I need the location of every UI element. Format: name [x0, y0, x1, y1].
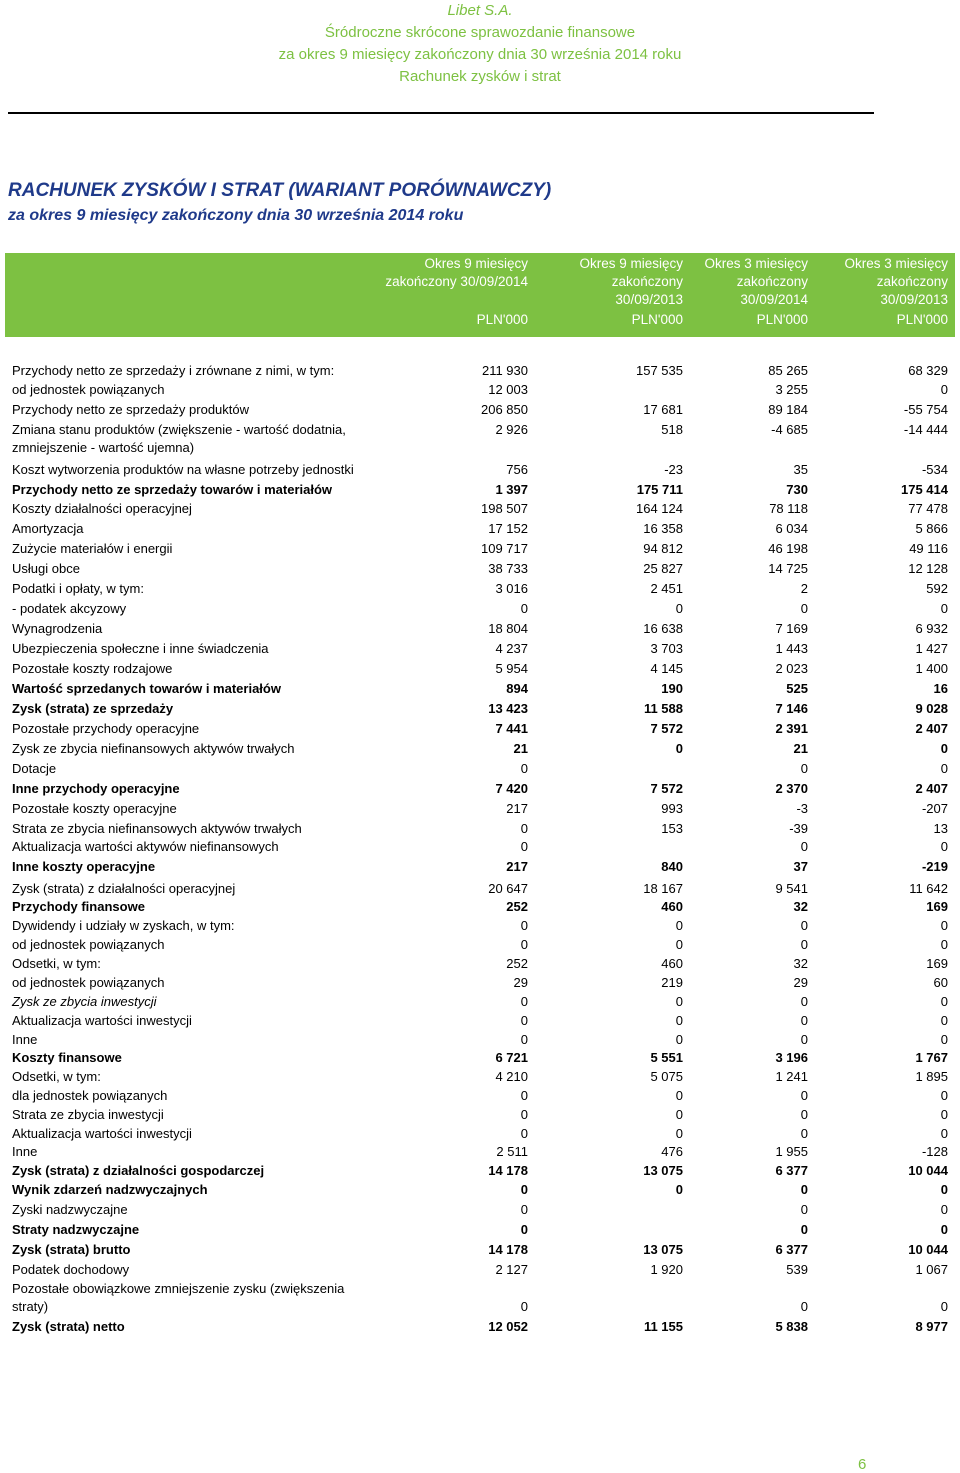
row-value-col3: 0 [800, 1202, 808, 1217]
row-value-col3: 6 377 [775, 1242, 808, 1257]
row-value-col2: 0 [675, 1182, 683, 1197]
row-value-col2: 25 827 [643, 561, 683, 576]
row-value-col2: 13 075 [643, 1242, 683, 1257]
row-label: Strata ze zbycia niefinansowych aktywów trwałych [12, 821, 302, 836]
row-value-col2: 0 [675, 1088, 683, 1103]
row-label: Inne [12, 1032, 38, 1047]
page-subtitle: za okres 9 miesięcy zakończony dnia 30 września 2014 roku [8, 207, 464, 224]
row-value-col4: -219 [921, 859, 948, 874]
row-value-col3: 6 034 [775, 521, 808, 536]
row-value-col2: 0 [675, 994, 683, 1009]
row-value-col4: 9 028 [915, 701, 948, 716]
row-label: Wynik zdarzeń nadzwyczajnych [12, 1182, 208, 1197]
row-value-col3: 7 169 [775, 621, 808, 636]
row-value-col2: 518 [661, 422, 683, 437]
row-value-col1: 0 [520, 821, 528, 836]
row-value-col4: 0 [940, 1032, 948, 1047]
row-value-col4: 12 128 [908, 561, 948, 576]
row-value-col2: 476 [661, 1144, 683, 1159]
column-header-line: zakończony [876, 274, 948, 289]
row-value-col4: 6 932 [915, 621, 948, 636]
row-value-col2: 18 167 [643, 881, 683, 896]
row-value-col3: 46 198 [768, 541, 808, 556]
row-label: Zysk (strata) brutto [12, 1242, 131, 1257]
row-label: Inne [12, 1144, 38, 1159]
row-value-col1: 13 423 [488, 701, 528, 716]
row-value-col3: 1 241 [775, 1069, 808, 1084]
row-label: Zysk ze zbycia niefinansowych aktywów trwałych [12, 741, 295, 756]
row-value-col4: 0 [940, 741, 948, 756]
column-header-line: Okres 9 miesięcy [579, 256, 683, 271]
row-value-col4: 5 866 [915, 521, 948, 536]
row-value-col4: 0 [940, 1299, 948, 1314]
row-label: Usługi obce [12, 561, 80, 576]
row-value-col3: 730 [786, 482, 808, 497]
row-value-col1: 0 [520, 1013, 528, 1028]
row-value-col4: 1 067 [915, 1262, 948, 1277]
row-value-col4: 1 427 [915, 641, 948, 656]
row-value-col1: 6 721 [495, 1050, 528, 1065]
row-value-col2: 17 681 [643, 402, 683, 417]
report-section: Rachunek zysków i strat [399, 68, 561, 85]
row-value-col3: 0 [800, 1182, 808, 1197]
row-value-col1: 12 003 [488, 382, 528, 397]
row-label: Aktualizacja wartości aktywów niefinansowych [12, 839, 279, 854]
row-label: Pozostałe koszty rodzajowe [12, 661, 173, 676]
row-value-col3: 0 [800, 601, 808, 616]
row-value-col3: 2 391 [775, 721, 808, 736]
row-value-col4: 11 642 [909, 881, 948, 896]
row-value-col1: 7 441 [495, 721, 528, 736]
row-value-col4: 1 767 [915, 1050, 948, 1065]
row-value-col4: 49 116 [909, 541, 948, 556]
row-value-col2: 16 638 [643, 621, 683, 636]
row-value-col3: 0 [800, 1088, 808, 1103]
row-value-col2: 7 572 [650, 781, 683, 796]
row-value-col3: 37 [793, 859, 808, 874]
row-value-col3: 0 [800, 994, 808, 1009]
row-value-col2: 175 711 [636, 482, 683, 497]
row-value-col2: 7 572 [650, 721, 683, 736]
column-header-line: zakończony [611, 274, 683, 289]
row-value-col2: 0 [675, 741, 683, 756]
row-value-col4: 8 977 [915, 1319, 948, 1334]
row-value-col2: 16 358 [643, 521, 683, 536]
row-value-col2: 0 [675, 1107, 683, 1122]
row-value-col3: 0 [800, 839, 808, 854]
row-value-col4: -14 444 [903, 422, 948, 437]
row-value-col2: 11 588 [643, 701, 683, 716]
row-label: od jednostek powiązanych [12, 937, 165, 952]
row-label: Aktualizacja wartości inwestycji [12, 1013, 192, 1028]
row-value-col3: 0 [800, 1013, 808, 1028]
row-label: Ubezpieczenia społeczne i inne świadczenia [12, 641, 269, 656]
row-label: Dotacje [12, 761, 57, 776]
row-value-col3: 5 838 [775, 1319, 808, 1334]
row-label: Zużycie materiałów i energii [12, 541, 173, 556]
row-value-col1: 0 [520, 839, 528, 854]
row-value-col4: -207 [921, 801, 948, 816]
row-value-col4: 0 [940, 1182, 948, 1197]
row-label: Odsetki, w tym: [12, 956, 101, 971]
row-value-col3: 29 [793, 975, 808, 990]
row-value-col4: 1 895 [915, 1069, 948, 1084]
row-value-col1: 0 [520, 937, 528, 952]
row-value-col4: -128 [921, 1144, 948, 1159]
row-value-col3: 78 118 [769, 501, 808, 516]
row-value-col3: 32 [793, 956, 808, 971]
column-header-line: Okres 9 miesięcy [424, 256, 528, 271]
row-value-col3: -4 685 [771, 422, 808, 437]
row-value-col1: 206 850 [481, 402, 528, 417]
row-label: Podatki i opłaty, w tym: [12, 581, 144, 596]
row-value-col3: 3 196 [775, 1050, 808, 1065]
row-label: Pozostałe koszty operacyjne [12, 801, 177, 816]
row-value-col3: 35 [793, 462, 808, 477]
row-value-col3: 0 [800, 1107, 808, 1122]
company-name: Libet S.A. [447, 2, 513, 19]
row-label: od jednostek powiązanych [12, 975, 165, 990]
row-value-col3: 539 [786, 1262, 808, 1277]
row-label: Odsetki, w tym: [12, 1069, 101, 1084]
row-value-col3: 0 [800, 1126, 808, 1141]
row-label: Strata ze zbycia inwestycji [12, 1107, 164, 1122]
row-value-col2: 460 [661, 956, 683, 971]
row-value-col4: 0 [940, 1222, 948, 1237]
row-label: Zysk (strata) ze sprzedaży [12, 701, 174, 716]
row-value-col3: 3 255 [775, 382, 808, 397]
row-value-col3: 6 377 [775, 1163, 808, 1178]
row-value-col4: 1 400 [915, 661, 948, 676]
row-value-col2: 11 155 [643, 1319, 683, 1334]
row-value-col2: 157 535 [636, 363, 683, 378]
row-value-col4: 2 407 [915, 721, 948, 736]
row-value-col2: 13 075 [643, 1163, 683, 1178]
row-value-col4: 68 329 [908, 363, 948, 378]
row-value-col3: 2 023 [775, 661, 808, 676]
column-header-line: 30/09/2014 [740, 292, 808, 307]
row-value-col2: 0 [675, 1013, 683, 1028]
row-value-col1: 109 717 [481, 541, 528, 556]
row-value-col1: 29 [513, 975, 528, 990]
row-value-col1: 12 052 [488, 1319, 528, 1334]
row-value-col1: 0 [520, 1222, 528, 1237]
row-value-col3: 525 [786, 681, 808, 696]
row-value-col4: 13 [933, 821, 948, 836]
row-value-col3: 9 541 [775, 881, 808, 896]
report-period: za okres 9 miesięcy zakończony dnia 30 września 2014 roku [278, 46, 682, 63]
row-value-col1: 198 507 [481, 501, 528, 516]
row-value-col1: 14 178 [488, 1242, 528, 1257]
row-value-col2: 0 [675, 1126, 683, 1141]
row-value-col1: 4 210 [495, 1069, 528, 1084]
row-label: - podatek akcyzowy [12, 601, 127, 616]
column-unit: PLN'000 [896, 312, 948, 327]
row-value-col1: 0 [520, 918, 528, 933]
column-header-line: Okres 3 miesięcy [704, 256, 808, 271]
row-value-col2: 993 [661, 801, 683, 816]
row-label: Amortyzacja [12, 521, 84, 536]
row-value-col1: 0 [520, 1088, 528, 1103]
page-title: RACHUNEK ZYSKÓW I STRAT (WARIANT PORÓWNAWCZY) [8, 180, 552, 201]
row-value-col4: 0 [940, 937, 948, 952]
column-header-line: 30/09/2013 [880, 292, 948, 307]
row-value-col3: 1 955 [775, 1144, 808, 1159]
row-value-col4: -534 [921, 462, 948, 477]
row-value-col4: 0 [940, 994, 948, 1009]
row-value-col2: -23 [664, 462, 683, 477]
row-value-col1: 894 [506, 681, 528, 696]
report-name: Śródroczne skrócone sprawozdanie finansowe [324, 24, 636, 41]
row-value-col1: 211 930 [481, 363, 528, 378]
column-unit: PLN'000 [756, 312, 808, 327]
row-label: Inne przychody operacyjne [12, 781, 180, 796]
row-value-col1: 217 [506, 801, 528, 816]
row-label: Straty nadzwyczajne [12, 1222, 140, 1237]
row-value-col4: -55 754 [903, 402, 948, 417]
row-label: Zyski nadzwyczajne [12, 1202, 128, 1217]
row-value-col3: 0 [800, 1299, 808, 1314]
row-label: Dywidendy i udziały w zyskach, w tym: [12, 918, 235, 933]
row-value-col1: 0 [520, 1182, 528, 1197]
row-label: Zysk (strata) netto [12, 1319, 125, 1334]
row-value-col4: 0 [940, 1088, 948, 1103]
row-value-col2: 0 [675, 937, 683, 952]
row-value-col1: 0 [520, 1032, 528, 1047]
row-value-col4: 175 414 [901, 482, 948, 497]
row-value-col1: 0 [520, 1202, 528, 1217]
row-value-col2: 840 [661, 859, 683, 874]
row-label: Pozostałe przychody operacyjne [12, 721, 200, 736]
row-label: Przychody netto ze sprzedaży towarów i materiałów [12, 482, 333, 497]
row-value-col3: 7 146 [775, 701, 808, 716]
row-value-col4: 10 044 [908, 1163, 948, 1178]
row-value-col3: 2 370 [775, 781, 808, 796]
row-value-col4: 0 [940, 1202, 948, 1217]
page-number: 6 [858, 1456, 867, 1473]
column-unit: PLN'000 [631, 312, 683, 327]
row-value-col4: 0 [940, 761, 948, 776]
row-label: Zysk (strata) z działalności gospodarczej [12, 1163, 265, 1178]
row-value-col1: 4 237 [495, 641, 528, 656]
row-value-col2: 5 075 [650, 1069, 683, 1084]
row-value-col1: 252 [506, 899, 528, 914]
row-label: Koszty działalności operacyjnej [12, 501, 192, 516]
column-header-line: zakończony [736, 274, 808, 289]
row-label: Inne koszty operacyjne [12, 859, 156, 874]
row-label: Koszty finansowe [12, 1050, 122, 1065]
row-value-col3: -39 [789, 821, 808, 836]
row-value-col2: 3 703 [650, 641, 683, 656]
row-value-col4: 16 [933, 681, 948, 696]
row-value-col2: 153 [661, 821, 683, 836]
row-value-col1: 20 647 [488, 881, 528, 896]
row-value-col1: 1 397 [495, 482, 528, 497]
row-value-col3: 21 [793, 741, 808, 756]
row-value-col1: 2 926 [495, 422, 528, 437]
row-label: Przychody finansowe [12, 899, 145, 914]
row-label: Koszt wytworzenia produktów na własne potrzeby jednostki [12, 462, 354, 477]
row-label: Wartość sprzedanych towarów i materiałów [12, 681, 281, 696]
row-value-col2: 0 [675, 1032, 683, 1047]
row-value-col4: 77 478 [908, 501, 948, 516]
row-value-col4: 0 [940, 1107, 948, 1122]
row-value-col1: 14 178 [488, 1163, 528, 1178]
row-value-col2: 0 [675, 601, 683, 616]
column-header-line: zakończony 30/09/2014 [385, 274, 528, 289]
row-label: Zysk (strata) z działalności operacyjnej [12, 881, 236, 896]
row-label: Zysk ze zbycia inwestycji [12, 994, 157, 1009]
row-value-col4: 2 407 [915, 781, 948, 796]
row-value-col1: 0 [520, 1107, 528, 1122]
row-value-col1: 7 420 [495, 781, 528, 796]
row-value-col2: 4 145 [650, 661, 683, 676]
row-value-col4: 10 044 [908, 1242, 948, 1257]
row-label: od jednostek powiązanych [12, 382, 165, 397]
row-value-col4: 592 [926, 581, 948, 596]
row-value-col3: 89 184 [768, 402, 808, 417]
row-value-col2: 0 [675, 918, 683, 933]
row-value-col2: 2 451 [650, 581, 683, 596]
row-value-col1: 21 [513, 741, 528, 756]
row-label: Podatek dochodowy [12, 1262, 130, 1277]
row-value-col1: 756 [506, 462, 528, 477]
row-value-col4: 0 [940, 918, 948, 933]
row-value-col1: 2 511 [496, 1144, 528, 1159]
row-value-col3: 0 [800, 1222, 808, 1237]
row-value-col2: 164 124 [636, 501, 683, 516]
row-value-col3: 32 [793, 899, 808, 914]
row-value-col1: 18 804 [488, 621, 528, 636]
row-value-col4: 0 [940, 1013, 948, 1028]
row-value-col1: 0 [520, 601, 528, 616]
row-value-col1: 0 [520, 994, 528, 1009]
row-value-col2: 1 920 [650, 1262, 683, 1277]
row-value-col4: 0 [940, 839, 948, 854]
row-value-col3: 0 [800, 761, 808, 776]
row-label: Przychody netto ze sprzedaży i zrównane z nimi, w tym: [12, 363, 335, 378]
row-value-col1: 0 [520, 1126, 528, 1141]
row-label: Aktualizacja wartości inwestycji [12, 1126, 192, 1141]
row-value-col3: 0 [800, 918, 808, 933]
row-value-col4: 0 [940, 601, 948, 616]
row-value-col1: 3 016 [495, 581, 528, 596]
row-value-col1: 5 954 [495, 661, 528, 676]
row-value-col4: 0 [940, 1126, 948, 1141]
row-value-col2: 5 551 [650, 1050, 683, 1065]
column-unit: PLN'000 [476, 312, 528, 327]
row-value-col3: 2 [800, 581, 808, 596]
row-label: Zmiana stanu produktów (zwiększenie - wartość dodatnia, zmniejszenie - wartość ujemna) [12, 422, 346, 455]
row-label: Pozostałe obowiązkowe zmniejszenie zysku (zwiększenia straty) [12, 1281, 345, 1314]
row-value-col4: 169 [926, 899, 948, 914]
row-value-col1: 252 [506, 956, 528, 971]
row-value-col1: 217 [506, 859, 528, 874]
row-value-col3: 0 [800, 937, 808, 952]
row-value-col3: 85 265 [768, 363, 808, 378]
column-header-line: Okres 3 miesięcy [844, 256, 948, 271]
row-value-col2: 94 812 [643, 541, 683, 556]
row-value-col2: 190 [661, 681, 683, 696]
row-value-col1: 0 [520, 1299, 528, 1314]
row-value-col3: -3 [796, 801, 808, 816]
row-value-col1: 2 127 [495, 1262, 528, 1277]
row-value-col1: 0 [520, 761, 528, 776]
row-value-col1: 17 152 [488, 521, 528, 536]
row-label: Przychody netto ze sprzedaży produktów [12, 402, 250, 417]
row-value-col1: 38 733 [488, 561, 528, 576]
row-label: dla jednostek powiązanych [12, 1088, 168, 1103]
row-value-col3: 1 443 [775, 641, 808, 656]
row-value-col3: 0 [800, 1032, 808, 1047]
row-label: Wynagrodzenia [12, 621, 103, 636]
row-value-col4: 169 [926, 956, 948, 971]
row-value-col3: 14 725 [768, 561, 808, 576]
row-value-col4: 0 [940, 382, 948, 397]
row-value-col4: 60 [933, 975, 948, 990]
row-value-col2: 219 [661, 975, 683, 990]
row-value-col2: 460 [661, 899, 683, 914]
column-header-line: 30/09/2013 [615, 292, 683, 307]
